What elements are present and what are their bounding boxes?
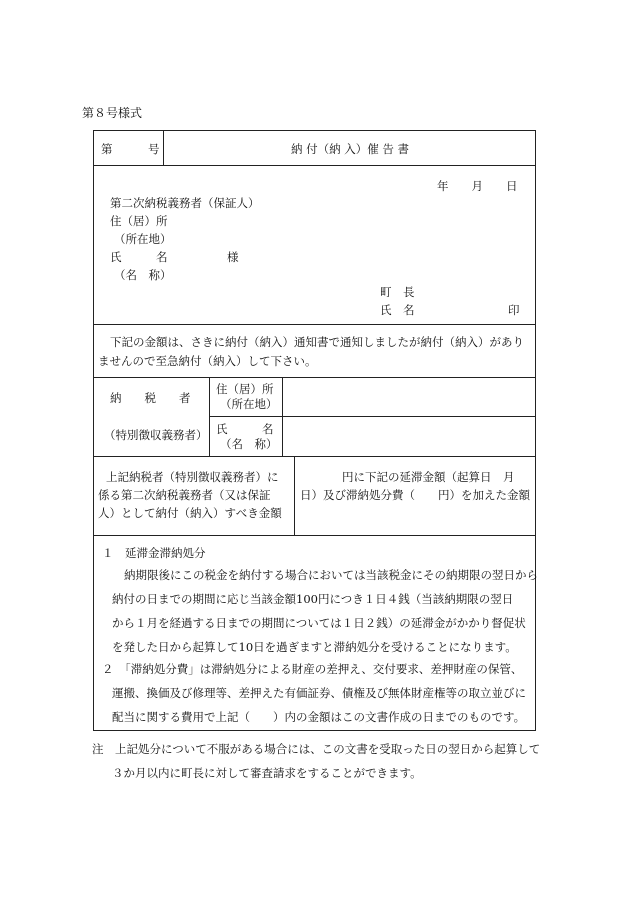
divider (93, 165, 536, 166)
taxpayer-name-label: 氏 名 (216, 422, 274, 436)
taxpayer-label: 納 税 者 (110, 391, 191, 405)
honorific: 様 (227, 250, 239, 264)
amount-left-line: 上記納税者（特別徴収義務者）に (106, 470, 279, 484)
divider (209, 377, 210, 456)
seal-mark: 印 (508, 303, 520, 317)
footer-note-line: ３か月以内に町長に対して審査請求をすることができます。 (112, 766, 422, 780)
sender-name-label: 氏 名 (380, 303, 415, 317)
form-number: 第８号様式 (82, 106, 143, 120)
notice-line: ませんので至急納付（納入）して下さい。 (98, 354, 317, 368)
note-line: 運搬、換価及び修理等、差押えた有価証券、債権及び無体財産権等の取立並びに (112, 686, 526, 700)
amount-right-line: 日）及び滞納処分費（ 円）を加えた金額 (300, 488, 530, 502)
taxpayer-location-label: （所在地） (220, 397, 278, 411)
divider (282, 377, 283, 456)
name-kana-label: （名 称） (114, 268, 172, 282)
name-label: 氏 名 (110, 250, 168, 264)
divider (93, 535, 536, 536)
amount-left-line: 係る第二次納税義務者（又は保証 (98, 488, 271, 502)
taxpayer-address-label: 住（居）所 (216, 382, 274, 396)
address-label: 住（居）所 (110, 214, 168, 228)
date-field: 年 月 日 (437, 179, 518, 193)
amount-right-line: 円に下記の延滞金額（起算日 月 (342, 470, 515, 484)
divider (294, 456, 295, 535)
document-title: 納 付（納 入）催 告 書 (290, 142, 410, 156)
divider (93, 324, 536, 325)
divider (209, 416, 536, 417)
amount-left-line: 人）として納付（納入）すべき金額 (98, 506, 282, 520)
number-label: 第 (101, 142, 113, 156)
divider (93, 456, 536, 457)
recipient-role: 第二次納税義務者（保証人） (110, 196, 260, 210)
note-line: 配当に関する費用で上記（ ）内の金額はこの文書作成の日までのものです。 (112, 710, 526, 724)
divider (93, 377, 536, 378)
note-line: 納付の日までの期間に応じ当該金額100円につき１日４銭（当該納期限の翌日 (112, 592, 514, 606)
note-line: 納期限後にこの税金を納付する場合においては当該税金にその納期限の翌日から (124, 568, 538, 582)
note-line: ２ 「滞納処分費」は滞納処分による財産の差押え、交付要求、差押財産の保管、 (102, 662, 523, 676)
sender-title: 町 長 (380, 285, 415, 299)
location-label: （所在地） (114, 232, 172, 246)
note-line: から１月を経過する日までの期間については１日２銭）の延滞金がかかり督促状 (112, 616, 526, 630)
note-item-title: １ 延滞金滞納処分 (102, 546, 206, 560)
note-line: を発した日から起算して10日を過ぎますと滞納処分を受けることになります。 (112, 640, 517, 654)
number-suffix: 号 (148, 142, 160, 156)
taxpayer-name-kana-label: （名 称） (220, 437, 278, 451)
notice-line: 下記の金額は、さきに納付（納入）通知書で通知しましたが納付（納入）があり (110, 335, 524, 349)
taxpayer-sublabel: （特別徴収義務者） (104, 428, 208, 442)
footer-note-line: 注 上記処分について不服がある場合には、この文書を受取った日の翌日から起算して (92, 742, 541, 756)
